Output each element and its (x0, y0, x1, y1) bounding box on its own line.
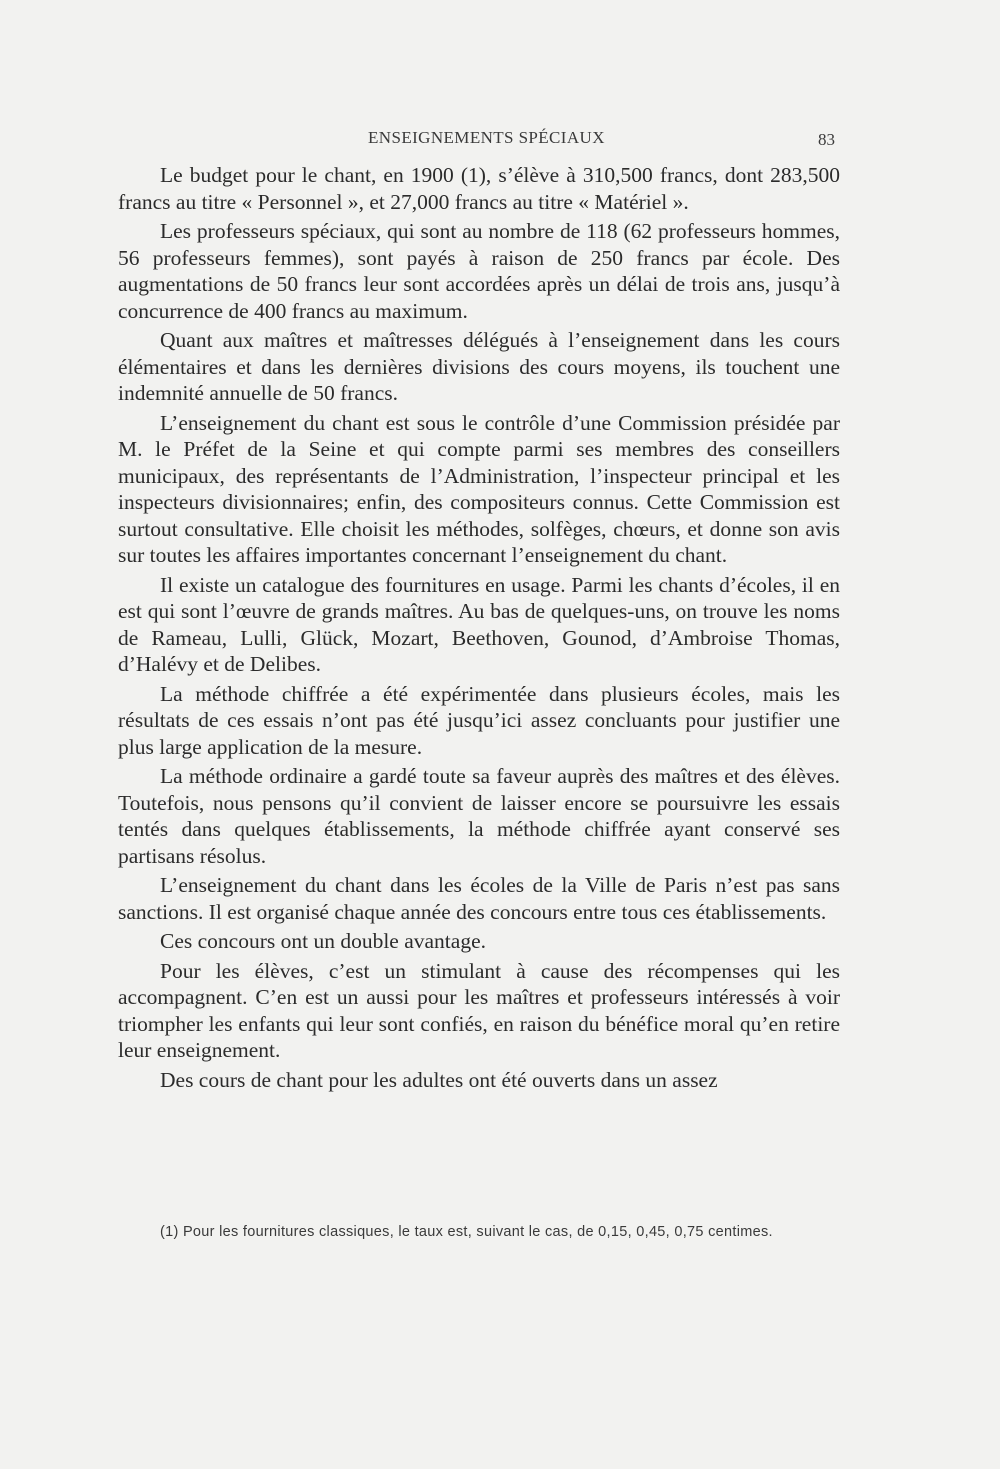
paragraph: Les professeurs spéciaux, qui sont au nombre de 118 (62 professeurs hommes, 56 professeurs femmes), sont payés à raison de 250 francs par école. Des augmentations de 50 francs leur sont accordées après un délai de trois ans, jusqu’à concurrence de 400 francs au maximum. (118, 219, 840, 323)
footnote: (1) Pour les fournitures classiques, le taux est, suivant le cas, de 0,15, 0,45, 0,75 centimes. (160, 1224, 773, 1240)
paragraph: Il existe un catalogue des fournitures en usage. Parmi les chants d’écoles, il en est qui sont l’œuvre de grands maîtres. Au bas de quelques-uns, on trouve les noms de Rameau, Lulli, Glück, Mozart, Beethoven, Gounod, d’Ambroise Thomas, d’Halévy et de Delibes. (118, 572, 840, 676)
paragraph: Le budget pour le chant, en 1900 (1), s’élève à 310,500 francs, dont 283,500 francs au titre « Personnel », et 27,000 francs au titre « Matériel ». (118, 163, 840, 214)
paragraph: Pour les élèves, c’est un stimulant à cause des récompenses qui les accompagnent. C’en est un aussi pour les maîtres et professeurs intéressés à voir triompher les enfants qui leur sont confiés, en raison du bénéfice moral qu’en retire leur enseignement. (118, 958, 840, 1062)
paragraph: Des cours de chant pour les adultes ont été ouverts dans un assez (160, 1067, 718, 1092)
paragraph: La méthode ordinaire a gardé toute sa faveur auprès des maîtres et des élèves. Toutefois, nous pensons qu’il convient de laisser encore se poursuivre les essais tentés dans quelques établissements, la méthode chiffrée ayant conservé ses partisans résolus. (118, 764, 840, 868)
paragraph: L’enseignement du chant dans les écoles de la Ville de Paris n’est pas sans sanctions. Il est organisé chaque année des concours entre tous ces établissements. (118, 873, 840, 924)
paragraph: Quant aux maîtres et maîtresses délégués à l’enseignement dans les cours élémentaires et dans les dernières divisions des cours moyens, ils touchent une indemnité annuelle de 50 francs. (118, 328, 840, 405)
page-number: 83 (818, 130, 835, 149)
body-text (118, 162, 840, 1096)
paragraph: La méthode chiffrée a été expérimentée dans plusieurs écoles, mais les résultats de ces essais n’ont pas été jusqu’ici assez concluants pour justifier une plus large application de la mesure. (118, 681, 840, 759)
paragraph: L’enseignement du chant est sous le contrôle d’une Commission présidée par M. le Préfet de la Seine et qui compte parmi ses membres des conseillers municipaux, des représentants de l’Administration, l’inspecteur principal et les inspecteurs divisionnaires; enfin, des compositeurs connus. Cette Commission est surtout consultative. Elle choisit les méthodes, solfèges, chœurs, et donne son avis sur toutes les affaires importantes concernant l’enseignement du chant. (118, 410, 840, 567)
paragraph: Ces concours ont un double avantage. (160, 929, 486, 953)
running-header: ENSEIGNEMENTS SPÉCIAUX (368, 128, 605, 147)
